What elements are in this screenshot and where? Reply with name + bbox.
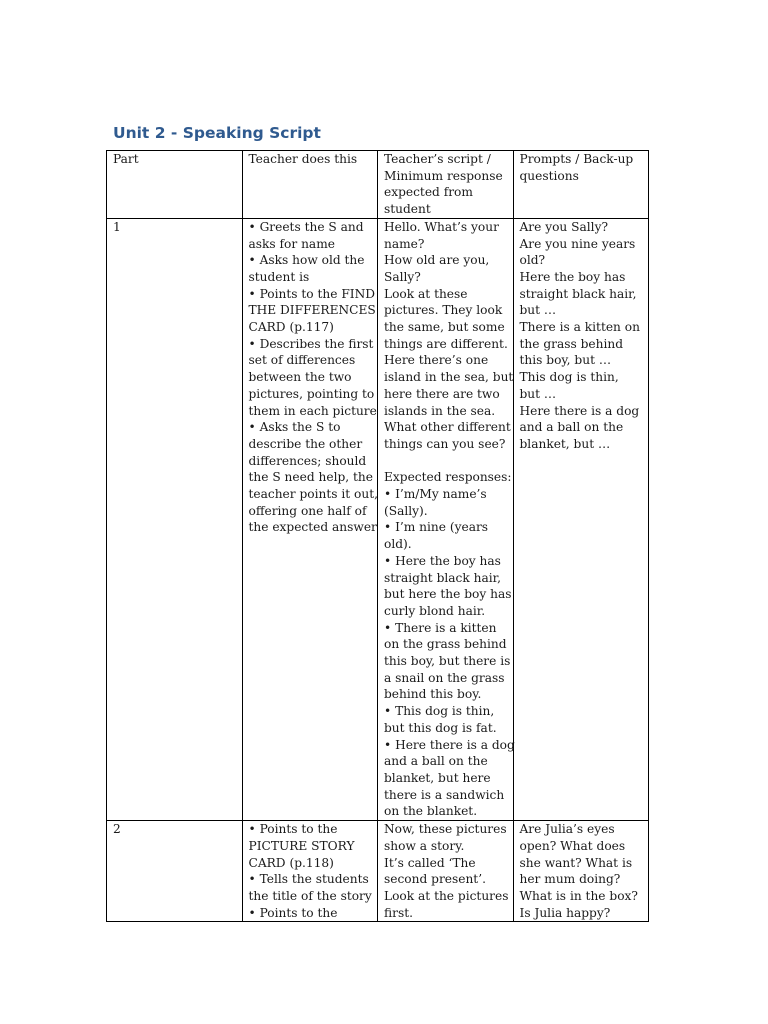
cell-line: (Sally). [384,503,428,518]
speaking-script-table [106,150,649,922]
cell-line: It’s called ‘The [384,855,476,870]
cell-line: things are different. [384,336,508,351]
cell-line: a snail on the grass [384,670,505,685]
cell-line: but this dog is fat. [384,720,497,735]
cell-line: but … [519,386,557,401]
cell-line: • Here the boy has [384,553,501,568]
cell-line: • Tells the students [248,872,369,887]
cell-line: Here the boy has [519,269,626,284]
cell-line: but … [519,303,557,318]
cell-line: blanket, but here [384,771,491,785]
table-row [107,218,649,820]
cell-line: straight black hair, [384,570,501,585]
cell-line: THE DIFFERENCES [248,303,376,318]
header-part [107,151,243,219]
cell-line: this boy, but there is [384,654,511,669]
cell-line: Here there’s one [384,353,489,368]
cell-line: curly blond hair. [384,603,486,618]
cell-line: • There is a kitten [384,620,497,635]
cell-line: there is a sandwich [384,787,505,802]
cell-line: between the two [248,370,352,385]
table-row [107,821,649,922]
cell-line: 2 [113,822,121,837]
cell-line: and a ball on the [384,754,488,769]
cell-line: name? [384,236,425,251]
teacher-script-cell [378,821,514,922]
cell-line: Is Julia happy? [519,905,611,920]
cell-line: island in the sea, but [384,370,514,385]
cell-line: old? [519,253,546,268]
cell-line: the grass behind [519,336,624,351]
cell-line: What other different [384,420,511,435]
cell-line: differences; should [248,453,367,468]
cell-line: Are you nine years [519,236,636,251]
cell-line: There is a kitten on [519,320,640,335]
cell-line: How old are you, [384,253,490,268]
cell-line: Teacher’s script / [384,152,491,166]
cell-line: Teacher does this [248,152,358,166]
cell-line: • I’m/My name’s [384,487,487,502]
cell-line: her mum doing? [519,872,621,887]
cell-line: here there are two [384,386,500,401]
cell-line: Prompts / Back-up [519,152,634,166]
page-title: Unit 2 - Speaking Script [113,124,321,142]
cell-line: • Points to the [248,905,338,920]
cell-line: CARD (p.118) [248,855,334,870]
cell-line: • Here there is a dog [384,737,515,752]
cell-line: Are Julia’s eyes [519,822,615,837]
cell-line: and a ball on the [519,420,624,435]
cell-line: first. [384,905,413,920]
cell-line: What is in the box? [519,888,638,903]
cell-line: Part [113,152,139,166]
cell-line: Minimum response [384,168,503,183]
cell-line: student [384,202,431,217]
teacher-script-cell [378,218,514,820]
table-header-row [107,151,649,219]
cell-line: Expected responses: [384,470,512,485]
teacher-does-cell [242,821,378,922]
part-cell [107,821,243,922]
cell-line: PICTURE STORY [248,838,355,853]
prompts-cell [513,218,649,820]
cell-line: • I’m nine (years [384,520,489,535]
header-teacher-script [378,151,514,219]
prompts-cell [513,821,649,922]
part-cell [107,218,243,820]
cell-line: Look at these [384,286,468,301]
cell-line: Here there is a dog [519,403,640,418]
cell-line: Sally? [384,269,421,284]
cell-line: Hello. What’s your [384,219,499,234]
cell-line: the S need help, the [248,470,373,485]
blank-line [384,453,509,470]
cell-line: blanket, but … [519,436,611,451]
cell-line: This dog is thin, [519,370,619,385]
cell-line: • This dog is thin, [384,704,495,719]
cell-line: • Points to the FIND [248,286,376,301]
cell-line: the same, but some [384,320,505,335]
header-teacher-does [242,151,378,219]
cell-line: teacher points it out, [248,487,379,502]
cell-line: pictures. They look [384,303,503,318]
cell-line: • Greets the S and [248,219,364,234]
cell-line: student is [248,269,310,284]
cell-line: but here the boy has [384,587,512,602]
cell-line: • Asks the S to [248,420,341,435]
cell-line: Now, these pictures [384,822,507,837]
cell-line: • Describes the first [248,336,374,351]
cell-line: expected from [384,185,473,200]
cell-line: open? What does [519,838,626,853]
cell-line: behind this boy. [384,687,482,702]
cell-line: on the blanket. [384,804,478,819]
cell-line: asks for name [248,236,335,251]
cell-line: set of differences [248,353,356,368]
cell-line: pictures, pointing to [248,386,375,401]
cell-line: she want? What is [519,855,633,870]
cell-line: the expected answer [248,520,377,535]
cell-line: Look at the pictures [384,888,509,903]
cell-line: them in each picture [248,403,377,418]
cell-line: offering one half of [248,503,367,518]
cell-line: second present’. [384,872,486,887]
cell-line: • Asks how old the [248,253,365,268]
cell-line: on the grass behind [384,637,507,652]
cell-line: this boy, but … [519,353,612,368]
cell-line: Are you Sally? [519,219,608,234]
cell-line: show a story. [384,838,465,853]
cell-line: straight black hair, [519,286,637,301]
cell-line: questions [519,168,579,183]
header-prompts [513,151,649,219]
cell-line: 1 [113,219,121,234]
cell-line: old). [384,537,412,552]
cell-line: CARD (p.117) [248,320,334,335]
cell-line: things can you see? [384,436,506,451]
cell-line: • Points to the [248,822,338,837]
cell-line: islands in the sea. [384,403,496,418]
cell-line: describe the other [248,436,363,451]
cell-line: the title of the story [248,888,372,903]
teacher-does-cell [242,218,378,820]
